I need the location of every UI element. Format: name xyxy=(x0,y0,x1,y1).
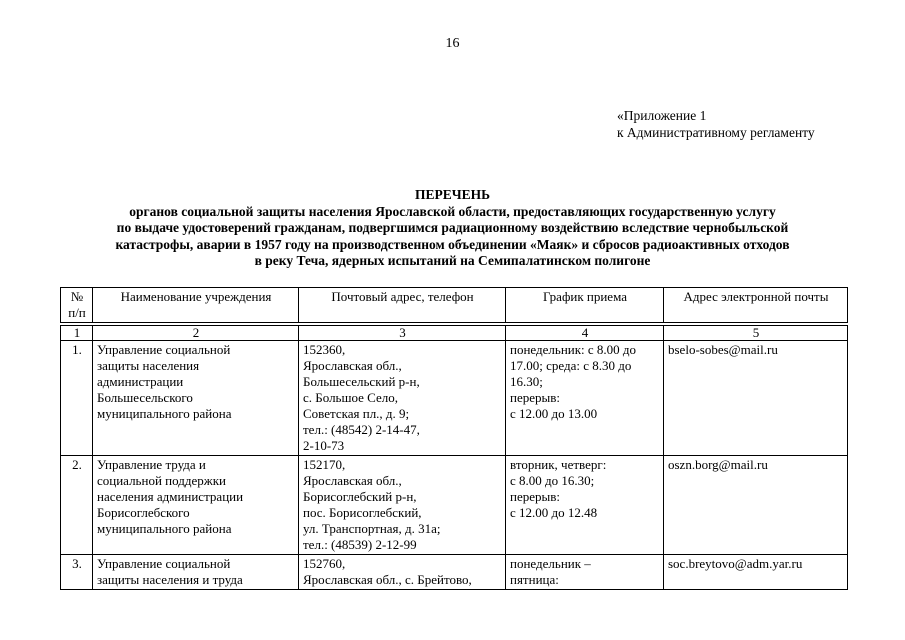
agency-name-line: администрации xyxy=(97,374,184,389)
email-address: soc.breytovo@adm.yar.ru xyxy=(664,555,848,590)
column-number: 2 xyxy=(93,326,299,341)
reception-schedule-line: 17.00; среда: с 8.30 до xyxy=(510,358,632,373)
agency-name-line: защиты населения xyxy=(97,358,200,373)
column-number: 4 xyxy=(506,326,664,341)
agency-name-line: населения администрации xyxy=(97,489,244,504)
reception-schedule xyxy=(506,555,664,590)
postal-address-line: 152360, xyxy=(303,342,346,357)
reception-schedule-line: понедельник: с 8.00 до xyxy=(510,342,637,357)
postal-address xyxy=(299,341,506,456)
agency-name-line: Управление социальной xyxy=(97,342,231,357)
column-numbers-row xyxy=(61,326,848,341)
reception-schedule-line: понедельник – xyxy=(510,556,591,571)
postal-address-line: Ярославская обл., с. Брейтово, xyxy=(303,572,472,587)
agency-name xyxy=(93,341,299,456)
column-number: 5 xyxy=(664,326,848,341)
postal-address xyxy=(299,555,506,590)
row-number: 2. xyxy=(61,456,93,555)
postal-address xyxy=(299,456,506,555)
row-number: 1. xyxy=(61,341,93,456)
title-line-4: в реку Теча, ядерных испытаний на Семипалатинском полигоне xyxy=(254,253,651,268)
table-row xyxy=(61,341,848,456)
email-address: bselo-sobes@mail.ru xyxy=(664,341,848,456)
document-title xyxy=(40,187,865,270)
reception-schedule-line: с 8.00 до 16.30; xyxy=(510,473,595,488)
postal-address-line: с. Большое Село, xyxy=(303,390,399,405)
postal-address-line: 152760, xyxy=(303,556,346,571)
reception-schedule-line: вторник, четверг: xyxy=(510,457,607,472)
agency-name-line: социальной поддержки xyxy=(97,473,226,488)
reception-schedule-line: пятница: xyxy=(510,572,559,587)
title-line-3: катастрофы, аварии в 1957 году на производственном объединении «Маяк» и сбросов радиоактивных отходов xyxy=(115,236,790,252)
agency-name-line: Большесельского xyxy=(97,390,193,405)
agencies-table xyxy=(60,287,848,590)
postal-address-line: Борисоглебский р-н, xyxy=(303,489,417,504)
reception-schedule-line: 16.30; xyxy=(510,374,543,389)
agency-name-line: муниципального района xyxy=(97,406,232,421)
reception-schedule xyxy=(506,341,664,456)
agency-name xyxy=(93,555,299,590)
header-name: Наименование учреждения xyxy=(93,288,299,323)
postal-address-line: 152170, xyxy=(303,457,346,472)
table-row xyxy=(61,555,848,590)
appendix-line-1: «Приложение 1 xyxy=(617,108,707,123)
postal-address-line: пос. Борисоглебский, xyxy=(303,505,422,520)
reception-schedule-line: с 12.00 до 13.00 xyxy=(510,406,598,421)
table-header-row xyxy=(61,288,848,323)
agency-name-line: Управление труда и xyxy=(97,457,206,472)
appendix-note xyxy=(617,107,815,141)
title-line-2: по выдаче удостоверений гражданам, подвергшимся радиационному воздействию вследствие чернобыльской xyxy=(116,220,789,235)
reception-schedule-line: перерыв: xyxy=(510,489,560,504)
agency-name-line: Управление социальной xyxy=(97,556,231,571)
postal-address-line: Ярославская обл., xyxy=(303,473,402,488)
postal-address-line: Ярославская обл., xyxy=(303,358,402,373)
postal-address-line: тел.: (48542) 2-14-47, xyxy=(303,422,420,437)
column-number: 3 xyxy=(299,326,506,341)
postal-address-line: Большесельский р-н, xyxy=(303,374,420,389)
postal-address-line: 2-10-73 xyxy=(303,438,345,453)
reception-schedule-line: с 12.00 до 12.48 xyxy=(510,505,598,520)
agency-name-line: Борисоглебского xyxy=(97,505,190,520)
appendix-line-2: к Административному регламенту xyxy=(617,125,815,140)
postal-address-line: Советская пл., д. 9; xyxy=(303,406,410,421)
postal-address-line: ул. Транспортная, д. 31а; xyxy=(303,521,441,536)
postal-address-line: тел.: (48539) 2-12-99 xyxy=(303,537,417,552)
email-address: oszn.borg@mail.ru xyxy=(664,456,848,555)
row-number: 3. xyxy=(61,555,93,590)
agency-name xyxy=(93,456,299,555)
agency-name-line: муниципального района xyxy=(97,521,232,536)
title-heading: ПЕРЕЧЕНЬ xyxy=(414,187,491,202)
header-schedule: График приема xyxy=(506,288,664,323)
header-address: Почтовый адрес, телефон xyxy=(299,288,506,323)
table-row xyxy=(61,456,848,555)
header-num: № п/п xyxy=(61,288,93,323)
title-line-1: органов социальной защиты населения Ярославской области, предоставляющих государственную услугу xyxy=(129,203,776,219)
reception-schedule-line: перерыв: xyxy=(510,390,560,405)
page-number: 16 xyxy=(445,36,460,51)
header-email: Адрес электронной почты xyxy=(664,288,848,323)
reception-schedule xyxy=(506,456,664,555)
column-number: 1 xyxy=(61,326,93,341)
agency-name-line: защиты населения и труда xyxy=(97,572,243,587)
